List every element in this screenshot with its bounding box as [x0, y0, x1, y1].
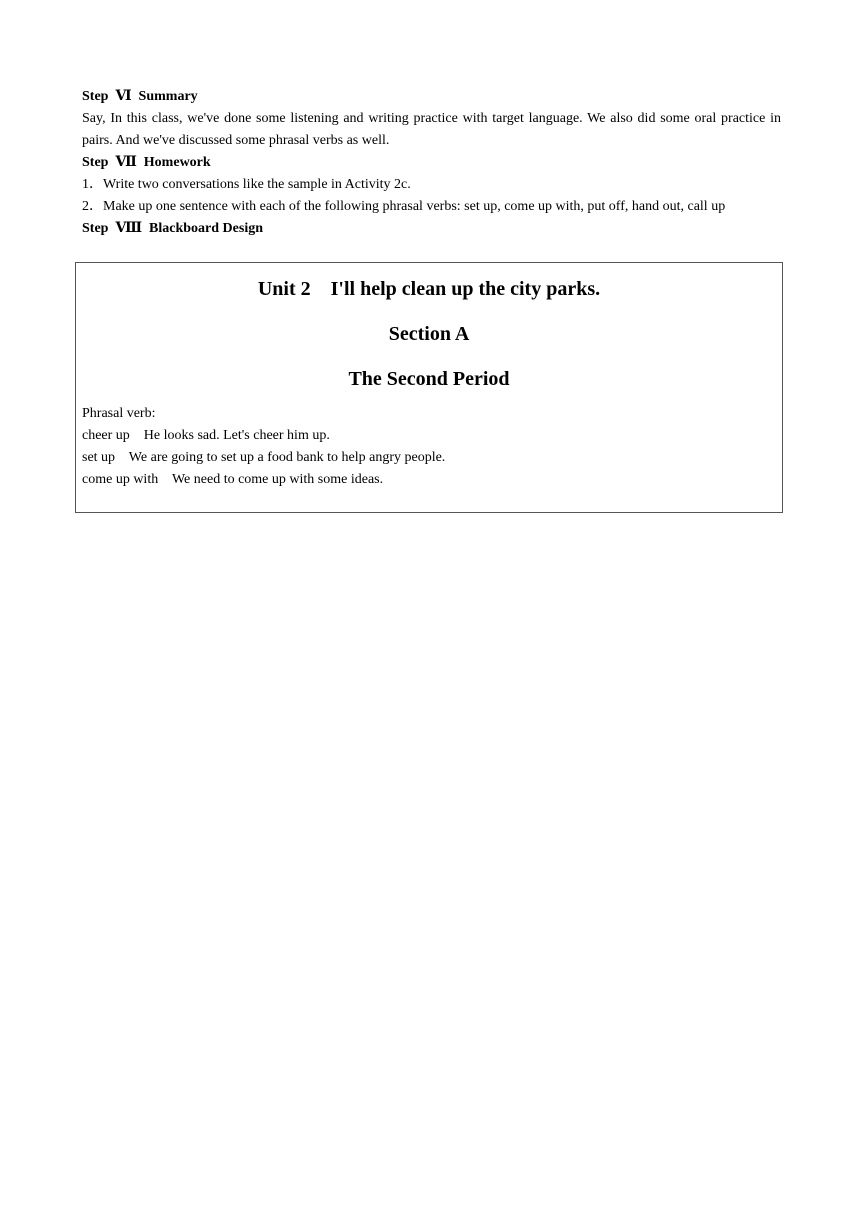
blackboard-title: Unit 2 I'll help clean up the city parks.	[257, 278, 601, 300]
phrasal-verb-label: Phrasal verb:	[82, 406, 156, 421]
step-blackboard-heading: Step Ⅷ Blackboard Design	[82, 221, 264, 236]
phrasal-verb-line: cheer up He looks sad. Let's cheer him up.	[82, 428, 330, 443]
phrasal-verb-list	[82, 403, 445, 491]
lesson-content	[82, 86, 781, 240]
phrasal-verb-line: set up We are going to set up a food bank to help angry people.	[82, 450, 446, 465]
phrasal-verb-line: come up with We need to come up with some ideas.	[82, 472, 384, 487]
homework-item: 2．Make up one sentence with each of the following phrasal verbs: set up, come up with, put off, hand out, call up	[82, 199, 726, 214]
homework-item: 1．Write two conversations like the sample in Activity 2c.	[82, 177, 411, 192]
blackboard-section: Section A	[388, 323, 470, 345]
blackboard-design-box	[75, 262, 783, 513]
summary-paragraph: Say, In this class, we've done some listening and writing practice with target language. We also did some oral practice in pairs. And we've discussed some phrasal verbs as well.	[82, 111, 781, 148]
step-summary-heading: Step Ⅵ Summary	[82, 89, 198, 104]
step-homework-heading: Step Ⅶ Homework	[82, 155, 211, 170]
blackboard-period: The Second Period	[348, 368, 510, 390]
